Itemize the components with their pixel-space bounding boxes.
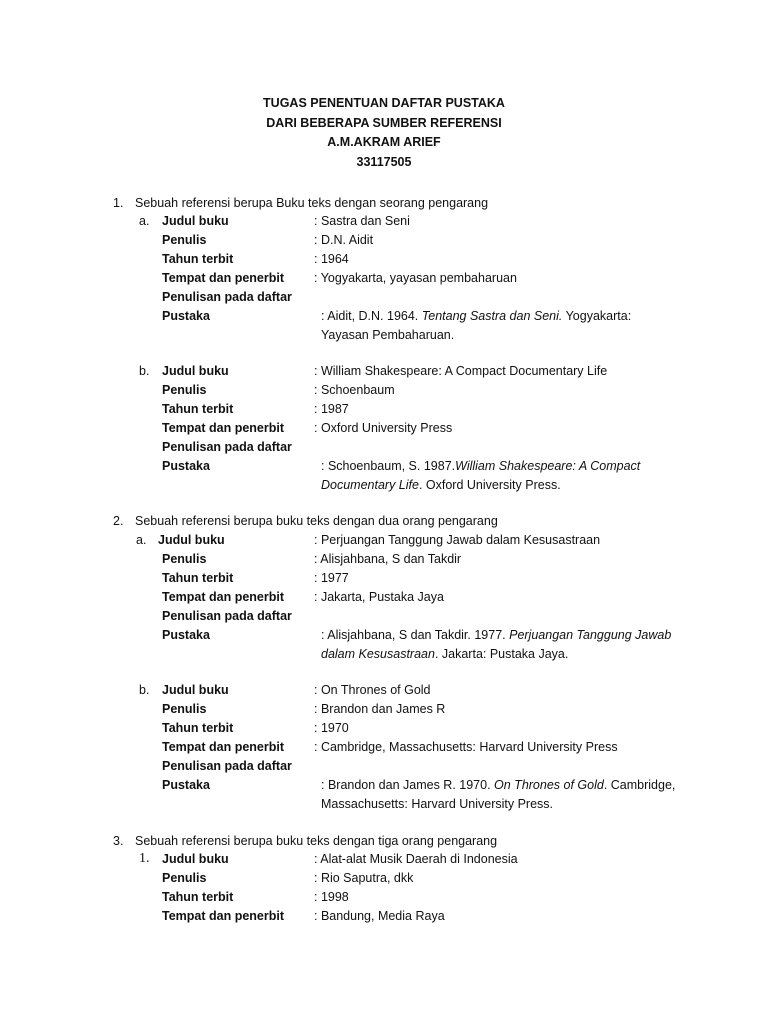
header-title-line1: TUGAS PENENTUAN DAFTAR PUSTAKA (263, 96, 505, 110)
value-penulis: : D.N. Aidit (314, 233, 374, 247)
entry-letter: b. (139, 364, 150, 378)
value-penulis: : Schoenbaum (314, 383, 395, 397)
label-penulisan: Penulisan pada daftar (162, 290, 292, 304)
section-heading-text: Sebuah referensi berupa Buku teks dengan seorang pengarang (135, 196, 489, 210)
citation-text: Yayasan Pembaharuan. (321, 328, 455, 342)
section-heading-text: Sebuah referensi berupa buku teks dengan tiga orang pengarang (135, 834, 498, 848)
label-judul: Judul buku (162, 683, 229, 697)
value-judul: : On Thrones of Gold (314, 683, 431, 697)
value-penulis: : Alisjahbana, S dan Takdir (314, 552, 462, 566)
citation (321, 307, 701, 345)
entry-number: 1. (139, 851, 150, 866)
label-judul: Judul buku (162, 364, 229, 378)
label-penulisan: Penulisan pada daftar (162, 440, 292, 454)
citation-title: dalam Kesusastraan (321, 647, 435, 661)
section-number: 1. (113, 196, 124, 210)
citation-text: Yogyakarta: (562, 309, 632, 323)
label-penulis: Penulis (162, 383, 207, 397)
entry-letter: a. (136, 533, 147, 547)
value-tempat: : Jakarta, Pustaka Jaya (314, 590, 444, 604)
citation-text: : Alisjahbana, S dan Takdir. 1977. (321, 628, 510, 642)
value-tempat: : Oxford University Press (314, 421, 453, 435)
label-penulisan: Penulisan pada daftar (162, 609, 292, 623)
label-tempat: Tempat dan penerbit (162, 590, 285, 604)
label-tahun: Tahun terbit (162, 721, 234, 735)
label-pustaka: Pustaka (162, 459, 210, 473)
value-penulis: : Brandon dan James R (314, 702, 446, 716)
label-penulis: Penulis (162, 871, 207, 885)
label-pustaka: Pustaka (162, 628, 210, 642)
value-tahun: : 1977 (314, 571, 349, 585)
citation (321, 626, 701, 664)
label-tempat: Tempat dan penerbit (162, 421, 285, 435)
value-tahun: : 1970 (314, 721, 349, 735)
value-tempat: : Bandung, Media Raya (314, 909, 445, 923)
section-heading-text: Sebuah referensi berupa buku teks dengan dua orang pengarang (135, 514, 498, 528)
label-penulisan: Penulisan pada daftar (162, 759, 292, 773)
citation-title: Documentary Life (321, 478, 419, 492)
document-header (0, 94, 768, 172)
label-penulis: Penulis (162, 552, 207, 566)
value-judul: : William Shakespeare: A Compact Documentary Life (314, 364, 608, 378)
value-judul: : Perjuangan Tanggung Jawab dalam Kesusastraan (314, 533, 601, 547)
citation (321, 776, 701, 814)
citation-text: . Cambridge, (603, 778, 676, 792)
label-tempat: Tempat dan penerbit (162, 271, 285, 285)
entry-letter: b. (139, 683, 150, 697)
label-pustaka: Pustaka (162, 309, 210, 323)
section-number: 3. (113, 834, 124, 848)
citation-title: William Shakespeare: A Compact (455, 459, 641, 473)
citation-text: : Schoenbaum, S. 1987. (321, 459, 456, 473)
citation (321, 457, 701, 495)
label-penulis: Penulis (162, 233, 207, 247)
label-tempat: Tempat dan penerbit (162, 909, 285, 923)
label-judul: Judul buku (162, 214, 229, 228)
value-tempat: : Yogyakarta, yayasan pembaharuan (314, 271, 517, 285)
value-tempat: : Cambridge, Massachusetts: Harvard University Press (314, 740, 618, 754)
value-penulis: : Rio Saputra, dkk (314, 871, 414, 885)
citation-text: . Jakarta: Pustaka Jaya. (434, 647, 569, 661)
citation-text: . Oxford University Press. (418, 478, 561, 492)
label-tempat: Tempat dan penerbit (162, 740, 285, 754)
label-tahun: Tahun terbit (162, 571, 234, 585)
label-tahun: Tahun terbit (162, 402, 234, 416)
label-tahun: Tahun terbit (162, 252, 234, 266)
header-author-name: A.M.AKRAM ARIEF (327, 135, 441, 149)
section-number: 2. (113, 514, 124, 528)
label-tahun: Tahun terbit (162, 890, 234, 904)
citation-text: : Brandon dan James R. 1970. (321, 778, 495, 792)
value-tahun: : 1964 (314, 252, 349, 266)
value-judul: : Sastra dan Seni (314, 214, 410, 228)
value-judul: : Alat-alat Musik Daerah di Indonesia (314, 852, 518, 866)
header-student-id: 33117505 (356, 154, 412, 169)
citation-title: Tentang Sastra dan Seni. (421, 309, 563, 323)
value-tahun: : 1998 (314, 890, 349, 904)
citation-title: Perjuangan Tanggung Jawab (509, 628, 672, 642)
entry-letter: a. (139, 214, 150, 228)
label-pustaka: Pustaka (162, 778, 210, 792)
citation-text: : Aidit, D.N. 1964. (321, 309, 422, 323)
citation-title: On Thrones of Gold (494, 778, 604, 792)
label-penulis: Penulis (162, 702, 207, 716)
header-title-line2: DARI BEBERAPA SUMBER REFERENSI (266, 115, 502, 130)
value-tahun: : 1987 (314, 402, 349, 416)
label-judul: Judul buku (162, 852, 229, 866)
label-judul: Judul buku (158, 533, 225, 547)
citation-text: Massachusetts: Harvard University Press. (321, 797, 554, 811)
